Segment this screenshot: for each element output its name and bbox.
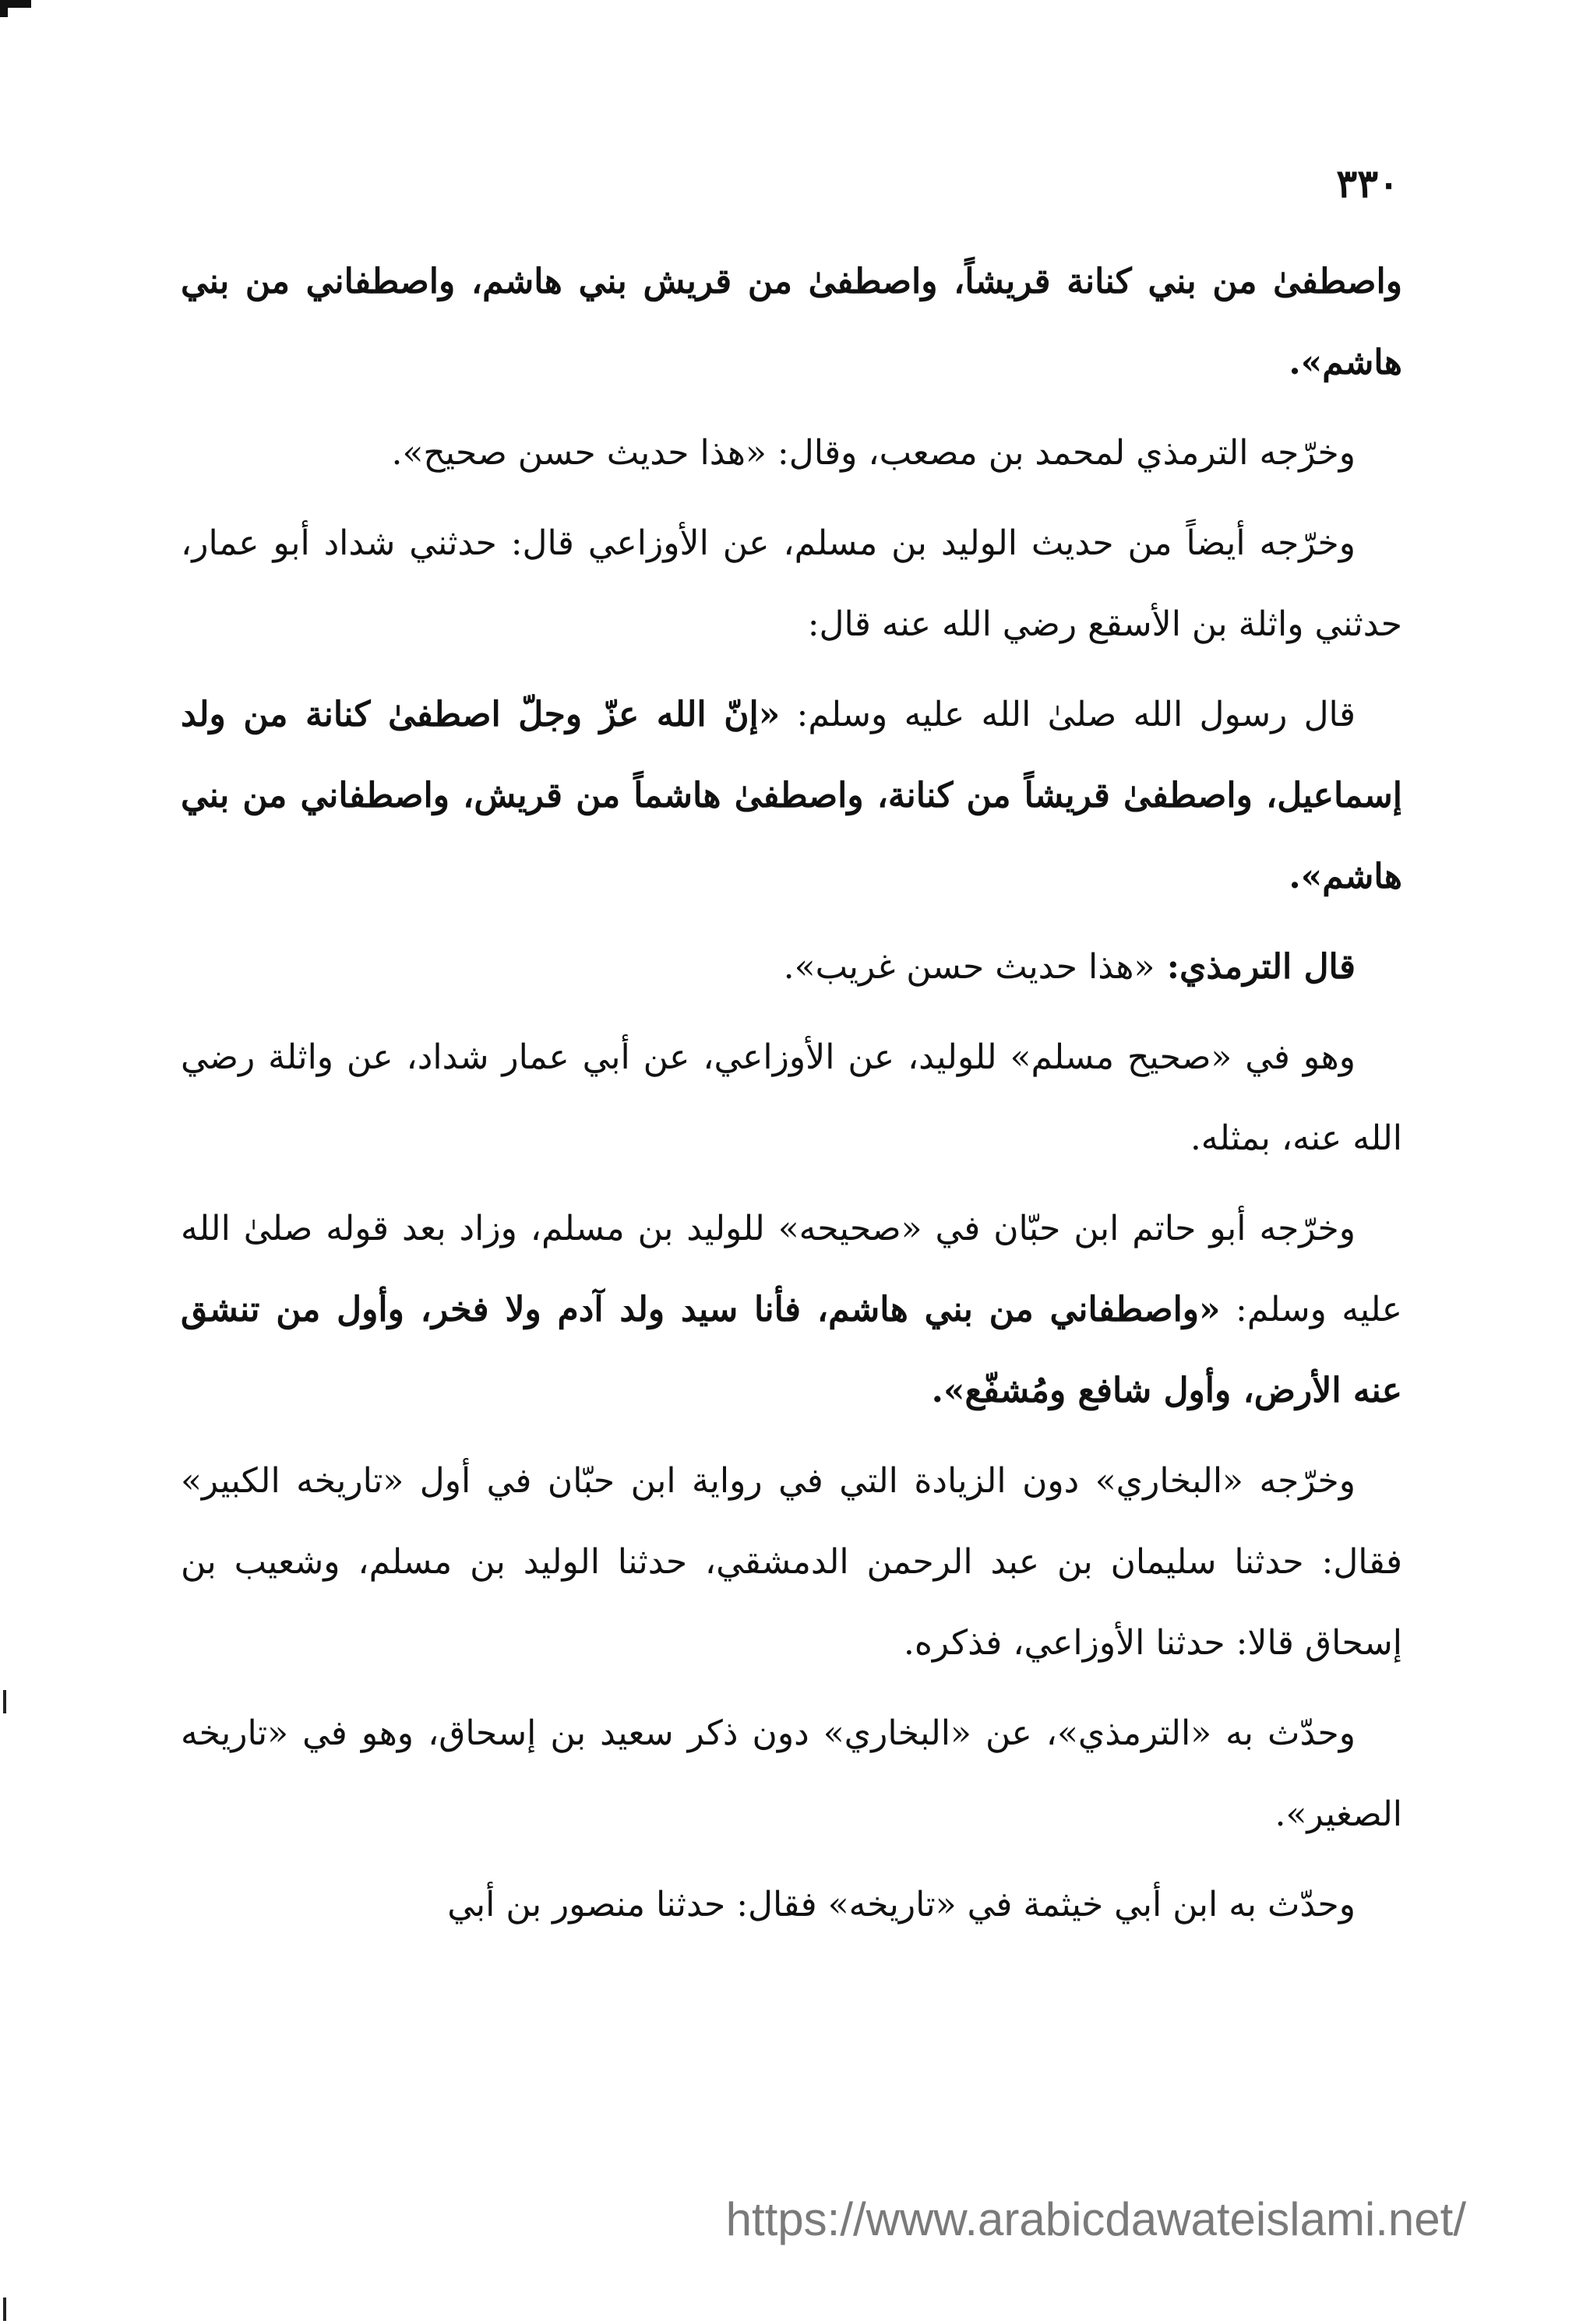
scan-edge-mark — [3, 2298, 6, 2321]
body-paragraph — [181, 674, 1402, 917]
text-segment: قال رسول الله صلىٰ الله عليه وسلم: — [780, 695, 1356, 734]
watermark-url: https://www.arabicdawateislami.net/ — [725, 2193, 1466, 2245]
text-segment: وحدّث به ابن أبي خيثمة في «تاريخه» فقال: حدثنا منصور بن أبي — [447, 1885, 1356, 1924]
bold-text-segment: واصطفىٰ من بني كنانة قريشاً، واصطفىٰ من قريش بني هاشم، واصطفاني من بني هاشم». — [181, 262, 1402, 382]
body-paragraph — [181, 241, 1402, 403]
bold-text-segment: قال الترمذي: — [1155, 947, 1356, 987]
text-segment: وخرّجه أيضاً من حديث الوليد بن مسلم، عن الأوزاعي قال: حدثني شداد أبو عمار، حدثني واثلة بن الأسقع رضي الله عنه قال: — [181, 523, 1402, 644]
text-segment: وهو في «صحيح مسلم» للوليد، عن الأوزاعي، عن أبي عمار شداد، عن واثلة رضي الله عنه، بمثله. — [181, 1037, 1402, 1158]
text-segment: وخرّجه أبو حاتم ابن حبّان في «صحيحه» للوليد بن مسلم، وزاد بعد قوله صلىٰ الله عليه وسلم: — [181, 1209, 1402, 1329]
bold-text-segment: «إنّ الله عزّ وجلّ اصطفىٰ كنانة من ولد إسماعيل، واصطفىٰ قريشاً من كنانة، واصطفىٰ هاشماً من قريش، واصطفاني من بني هاشم». — [181, 695, 1402, 896]
text-segment: وحدّث به «الترمذي»، عن «البخاري» دون ذكر سعيد بن إسحاق، وهو في «تاريخه الصغير». — [181, 1713, 1402, 1834]
body-paragraph — [181, 1864, 1402, 1945]
body-paragraph — [181, 927, 1402, 1008]
scan-edge-mark — [3, 1690, 6, 1713]
bold-text-segment: «واصطفاني من بني هاشم، فأنا سيد ولد آدم ولا فخر، وأول من تنشق عنه الأرض، وأول شافع ومُشفّع». — [181, 1290, 1402, 1410]
body-paragraph — [181, 1441, 1402, 1684]
body-paragraph — [181, 413, 1402, 494]
body-paragraph — [181, 503, 1402, 665]
body-paragraph — [181, 1188, 1402, 1431]
text-segment: وخرّجه «البخاري» دون الزيادة التي في رواية ابن حبّان في أول «تاريخه الكبير» فقال: حدثنا سليمان بن عبد الرحمن الدمشقي، حدثنا الوليد بن مسلم، وشعيب بن إسحاق قالا: حدثنا الأوزاعي، فذكره. — [181, 1461, 1402, 1663]
text-segment: «هذا حديث حسن غريب». — [783, 947, 1155, 987]
page-body — [181, 241, 1402, 1955]
body-paragraph — [181, 1693, 1402, 1855]
text-segment: وخرّجه الترمذي لمحمد بن مصعب، وقال: «هذا حديث حسن صحيح». — [391, 433, 1356, 473]
page-number: ٣٣٠ — [1336, 160, 1399, 206]
scan-corner-mark — [0, 0, 31, 17]
body-paragraph — [181, 1017, 1402, 1179]
